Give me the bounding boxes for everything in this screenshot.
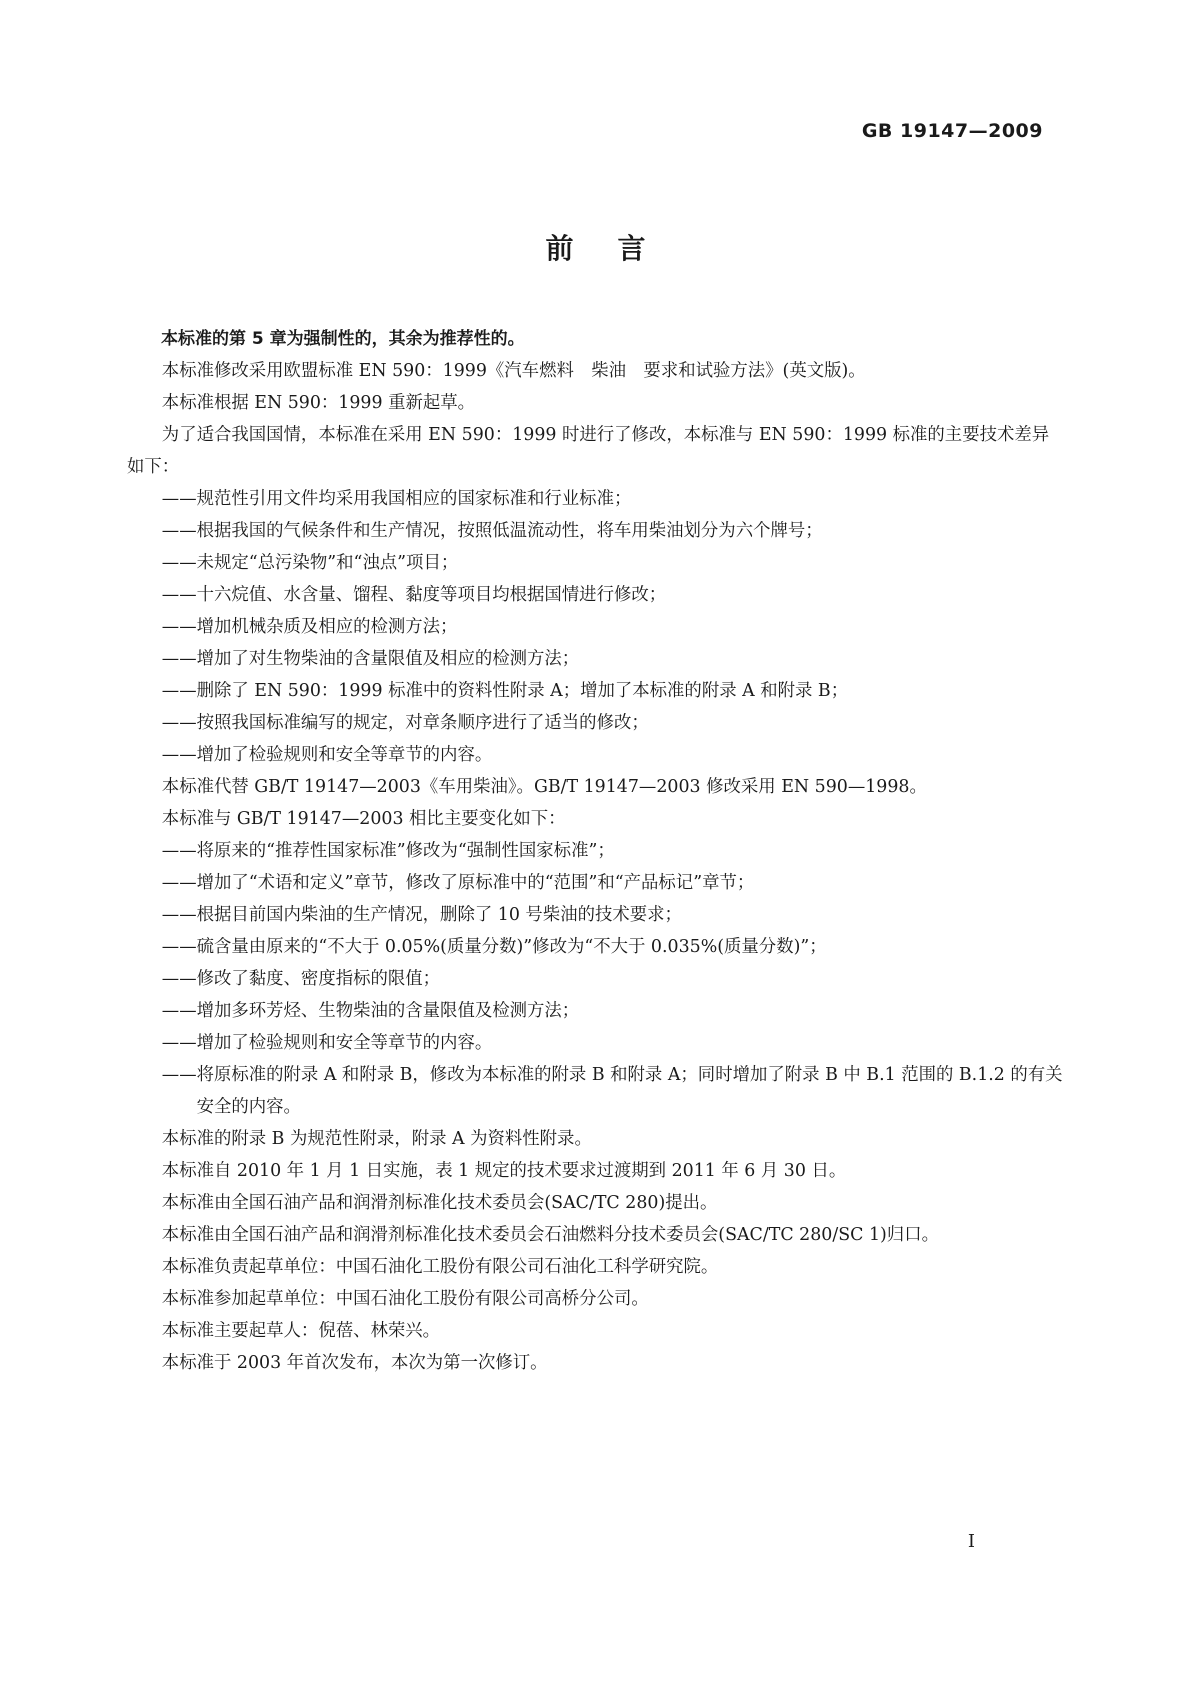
foreword-body (127, 323, 1066, 1379)
standard-code: GB 19147—2009 (861, 120, 1043, 142)
paragraph: 本标准于 2003 年首次发布，本次为第一次修订。 (161, 1353, 548, 1373)
list-item: ——增加了“术语和定义”章节，修改了原标准中的“范围”和“产品标记”章节； (161, 873, 755, 893)
list-item: ——增加了对生物柴油的含量限值及相应的检测方法； (161, 649, 580, 669)
paragraph: 本标准负责起草单位：中国石油化工股份有限公司石油化工科学研究院。 (161, 1257, 719, 1277)
page-number: I (967, 1531, 975, 1552)
list-item: ——十六烷值、水含量、馏程、黏度等项目均根据国情进行修改； (161, 585, 667, 605)
paragraph: 为了适合我国国情，本标准在采用 EN 590：1999 时进行了修改，本标准与 EN 590：1999 标准的主要技术差异如下： (127, 425, 1050, 477)
list-item: ——按照我国标准编写的规定，对章条顺序进行了适当的修改； (161, 713, 649, 733)
paragraph: 本标准主要起草人：倪蓓、林荣兴。 (161, 1321, 441, 1341)
list-item: ——根据目前国内柴油的生产情况，删除了 10 号柴油的技术要求； (161, 905, 682, 925)
list-item: ——增加机械杂质及相应的检测方法； (161, 617, 458, 637)
list-item: ——未规定“总污染物”和“浊点”项目； (161, 553, 459, 573)
list-item: ——规范性引用文件均采用我国相应的国家标准和行业标准； (161, 489, 632, 509)
paragraph: 本标准与 GB/T 19147—2003 相比主要变化如下： (161, 809, 566, 829)
paragraph: 本标准的附录 B 为规范性附录，附录 A 为资料性附录。 (161, 1129, 592, 1149)
paragraph: 本标准代替 GB/T 19147—2003《车用柴油》。GB/T 19147—2003 修改采用 EN 590—1998。 (161, 777, 927, 797)
paragraph-mandatory-note: 本标准的第 5 章为强制性的，其余为推荐性的。 (161, 329, 525, 349)
list-item: ——根据我国的气候条件和生产情况，按照低温流动性，将车用柴油划分为六个牌号； (161, 521, 823, 541)
list-item: ——删除了 EN 590：1999 标准中的资料性附录 A；增加了本标准的附录 A 和附录 B； (161, 681, 849, 701)
list-item: ——将原标准的附录 A 和附录 B，修改为本标准的附录 B 和附录 A；同时增加了附录 B 中 B.1 范围的 B.1.2 的有关安全的内容。 (161, 1065, 1063, 1117)
paragraph: 本标准自 2010 年 1 月 1 日实施，表 1 规定的技术要求过渡期到 2011 年 6 月 30 日。 (161, 1161, 847, 1181)
list-item: ——增加多环芳烃、生物柴油的含量限值及检测方法； (161, 1001, 580, 1021)
list-item: ——增加了检验规则和安全等章节的内容。 (161, 745, 493, 765)
list-item: ——增加了检验规则和安全等章节的内容。 (161, 1033, 493, 1053)
page-title: 前言 (545, 232, 690, 265)
paragraph: 本标准由全国石油产品和润滑剂标准化技术委员会石油燃料分技术委员会(SAC/TC 280/SC 1)归口。 (161, 1225, 939, 1245)
list-item: ——硫含量由原来的“不大于 0.05%(质量分数)”修改为“不大于 0.035%(质量分数)”； (161, 937, 827, 957)
paragraph: 本标准修改采用欧盟标准 EN 590：1999《汽车燃料 柴油 要求和试验方法》(英文版)。 (161, 361, 866, 381)
paragraph: 本标准由全国石油产品和润滑剂标准化技术委员会(SAC/TC 280)提出。 (161, 1193, 718, 1213)
list-item: ——修改了黏度、密度指标的限值； (161, 969, 441, 989)
paragraph: 本标准参加起草单位：中国石油化工股份有限公司高桥分公司。 (161, 1289, 649, 1309)
list-item: ——将原来的“推荐性国家标准”修改为“强制性国家标准”； (161, 841, 615, 861)
paragraph: 本标准根据 EN 590：1999 重新起草。 (161, 393, 476, 413)
